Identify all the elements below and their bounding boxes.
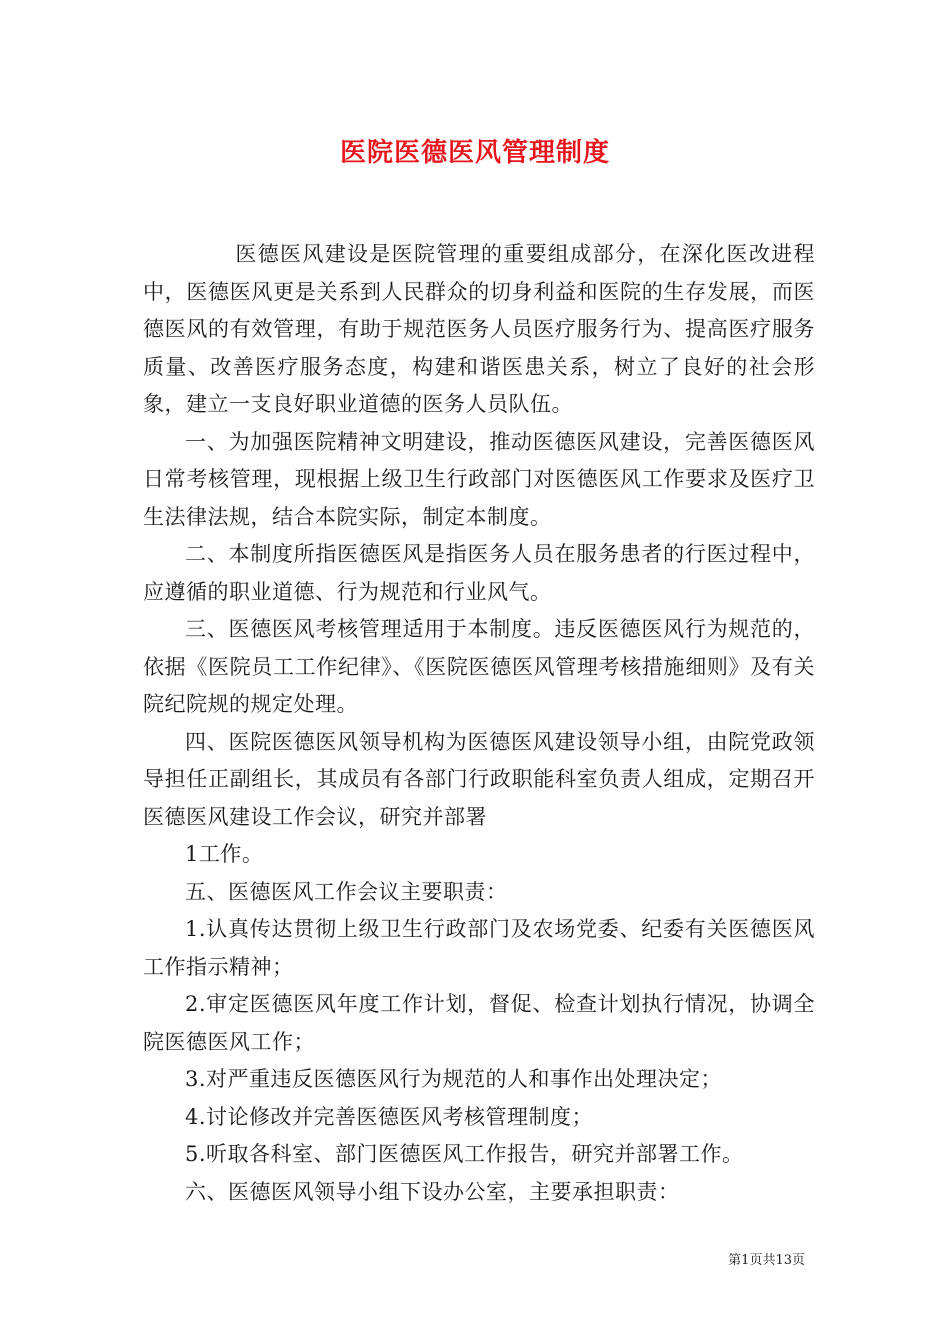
paragraph-duty-2: 2.审定医德医风年度工作计划，督促、检查计划执行情况，协调全院医德医风工作； xyxy=(143,992,815,1054)
paragraph-duty-3: 3.对严重违反医德医风行为规范的人和事作出处理决定； xyxy=(185,1067,723,1091)
paragraph-item-3: 三、医德医风考核管理适用于本制度。违反医德医风行为规范的，依据《医院员工工作纪律》、《医院医德医风管理考核措施细则》及有关院纪院规的规定处理。 xyxy=(143,617,815,716)
paragraph-duty-4: 4.讨论修改并完善医德医风考核管理制度； xyxy=(185,1104,594,1129)
paragraph-item-4: 四、医院医德医风领导机构为医德医风建设领导小组，由院党政领导担任正副组长，其成员有各部门行政职能科室负责人组成，定期召开医德医风建设工作会议，研究并部署 xyxy=(143,729,815,829)
paragraph-intro: 医德医风建设是医院管理的重要组成部分，在深化医改进程中，医德医风更是关系到人民群众的切身利益和医院的生存发展，而医德医风的有效管理，有助于规范医务人员医疗服务行为、提高医疗服务质量、改善医疗服务态度，构建和谐医患关系，树立了良好的社会形象，建立一支良好职业道德的医务人员队伍。 xyxy=(143,242,815,416)
paragraph-duty-1: 1.认真传达贯彻上级卫生行政部门及农场党委、纪委有关医德医风工作指示精神； xyxy=(143,917,815,979)
paragraph-item-2: 二、本制度所指医德医风是指医务人员在服务患者的行医过程中，应遵循的职业道德、行为规范和行业风气。 xyxy=(143,542,815,604)
page-title: 医院医德医风管理制度 xyxy=(339,138,610,168)
paragraph-item-4-cont: 1工作。 xyxy=(185,842,264,866)
paragraph-duty-5: 5.听取各科室、部门医德医风工作报告，研究并部署工作。 xyxy=(185,1142,744,1166)
paragraph-item-6: 六、医德医风领导小组下设办公室，主要承担职责： xyxy=(185,1179,680,1204)
document-body xyxy=(143,236,815,1211)
page-number-footer: 第1页共13页 xyxy=(728,1253,805,1268)
paragraph-item-1: 一、为加强医院精神文明建设，推动医德医风建设，完善医德医风日常考核管理，现根据上级卫生行政部门对医德医风工作要求及医疗卫生法律法规，结合本院实际，制定本制度。 xyxy=(143,429,815,529)
paragraph-item-5: 五、医德医风工作会议主要职责： xyxy=(185,879,508,904)
